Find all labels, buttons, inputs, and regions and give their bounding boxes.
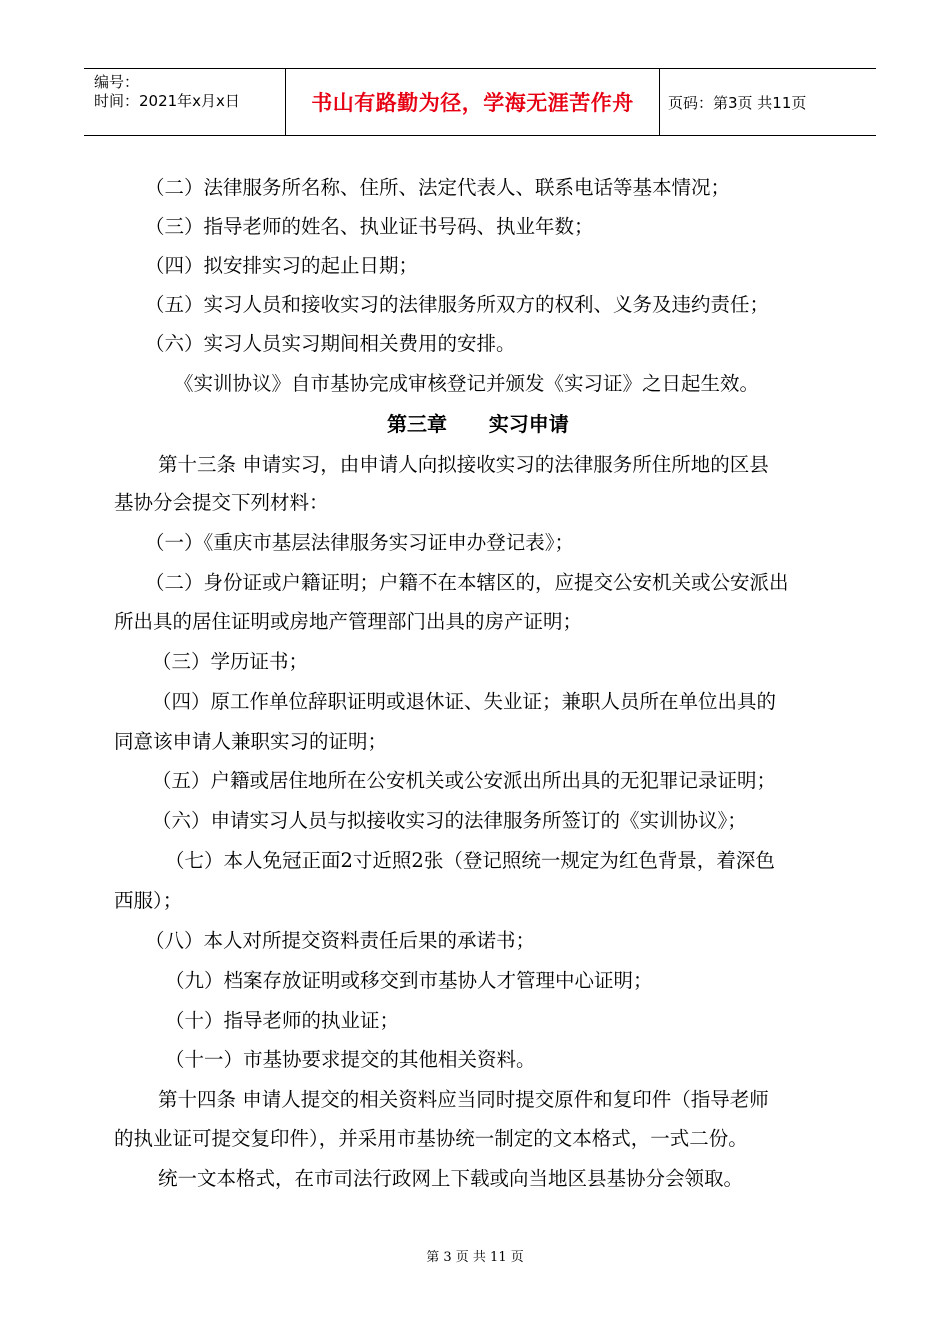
header-meta [84,69,286,135]
material-item-2-line-1: （二）身份证或户籍证明；户籍不在本辖区的，应提交公安机关或公安派出 [145,571,789,594]
document-time: 时间：2021年x月x日 [94,92,240,110]
clause-item-2: （二）法律服务所名称、住所、法定代表人、联系电话等基本情况； [145,176,731,199]
clause-item-5: （五）实习人员和接收实习的法律服务所双方的权利、义务及违约责任； [145,293,770,316]
material-item-2-line-2: 所出具的居住证明或房地产管理部门出具的房产证明； [114,610,583,633]
article-13-line-1: 第十三条 申请实习，由申请人向拟接收实习的法律服务所住所地的区县 [158,453,769,476]
material-item-5: （五）户籍或居住地所在公安机关或公安派出所出具的无犯罪记录证明； [152,769,777,792]
material-item-11: （十一）市基协要求提交的其他相关资料。 [165,1048,536,1071]
material-item-4-line-2: 同意该申请人兼职实习的证明； [114,730,388,753]
article-14-line-2: 的执业证可提交复印件），并采用市基协统一制定的文本格式，一式二份。 [114,1127,748,1150]
material-item-7-line-2: 西服）； [114,889,183,912]
header-motto-cell [286,69,660,135]
header-page-code: 页码：第3页 共11页 [668,93,807,112]
clause-item-6: （六）实习人员实习期间相关费用的安排。 [145,332,516,355]
effective-clause: 《实训协议》自市基协完成审核登记并颁发《实习证》之日起生效。 [174,372,760,395]
material-item-8: （八）本人对所提交资料责任后果的承诺书； [145,929,536,952]
material-item-6: （六）申请实习人员与拟接收实习的法律服务所签订的《实训协议》； [152,809,747,832]
material-item-9: （九）档案存放证明或移交到市基协人才管理中心证明； [165,969,653,992]
article-13-line-2: 基协分会提交下列材料： [114,491,329,514]
material-item-10: （十）指导老师的执业证； [165,1009,400,1032]
clause-item-3: （三）指导老师的姓名、执业证书号码、执业年数； [145,215,594,238]
header-motto: 书山有路勤为径，学海无涯苦作舟 [311,91,634,115]
page-header [84,68,876,136]
clause-item-4: （四）拟安排实习的起止日期； [145,254,419,277]
page-footer: 第 3 页 共 11 页 [426,1250,524,1265]
document-number: 编号： [94,73,140,91]
material-item-7-line-1: （七）本人免冠正面2寸近照2张（登记照统一规定为红色背景，着深色 [165,849,775,872]
material-item-1: （一）《重庆市基层法律服务实习证申办登记表》； [145,531,575,554]
format-clause: 统一文本格式，在市司法行政网上下载或向当地区县基协分会领取。 [158,1167,744,1190]
material-item-3: （三）学历证书； [152,650,309,673]
material-item-4-line-1: （四）原工作单位辞职证明或退休证、失业证；兼职人员所在单位出具的 [152,690,777,713]
chapter-heading: 第三章 实习申请 [387,412,569,436]
article-14-line-1: 第十四条 申请人提交的相关资料应当同时提交原件和复印件（指导老师 [158,1088,769,1111]
